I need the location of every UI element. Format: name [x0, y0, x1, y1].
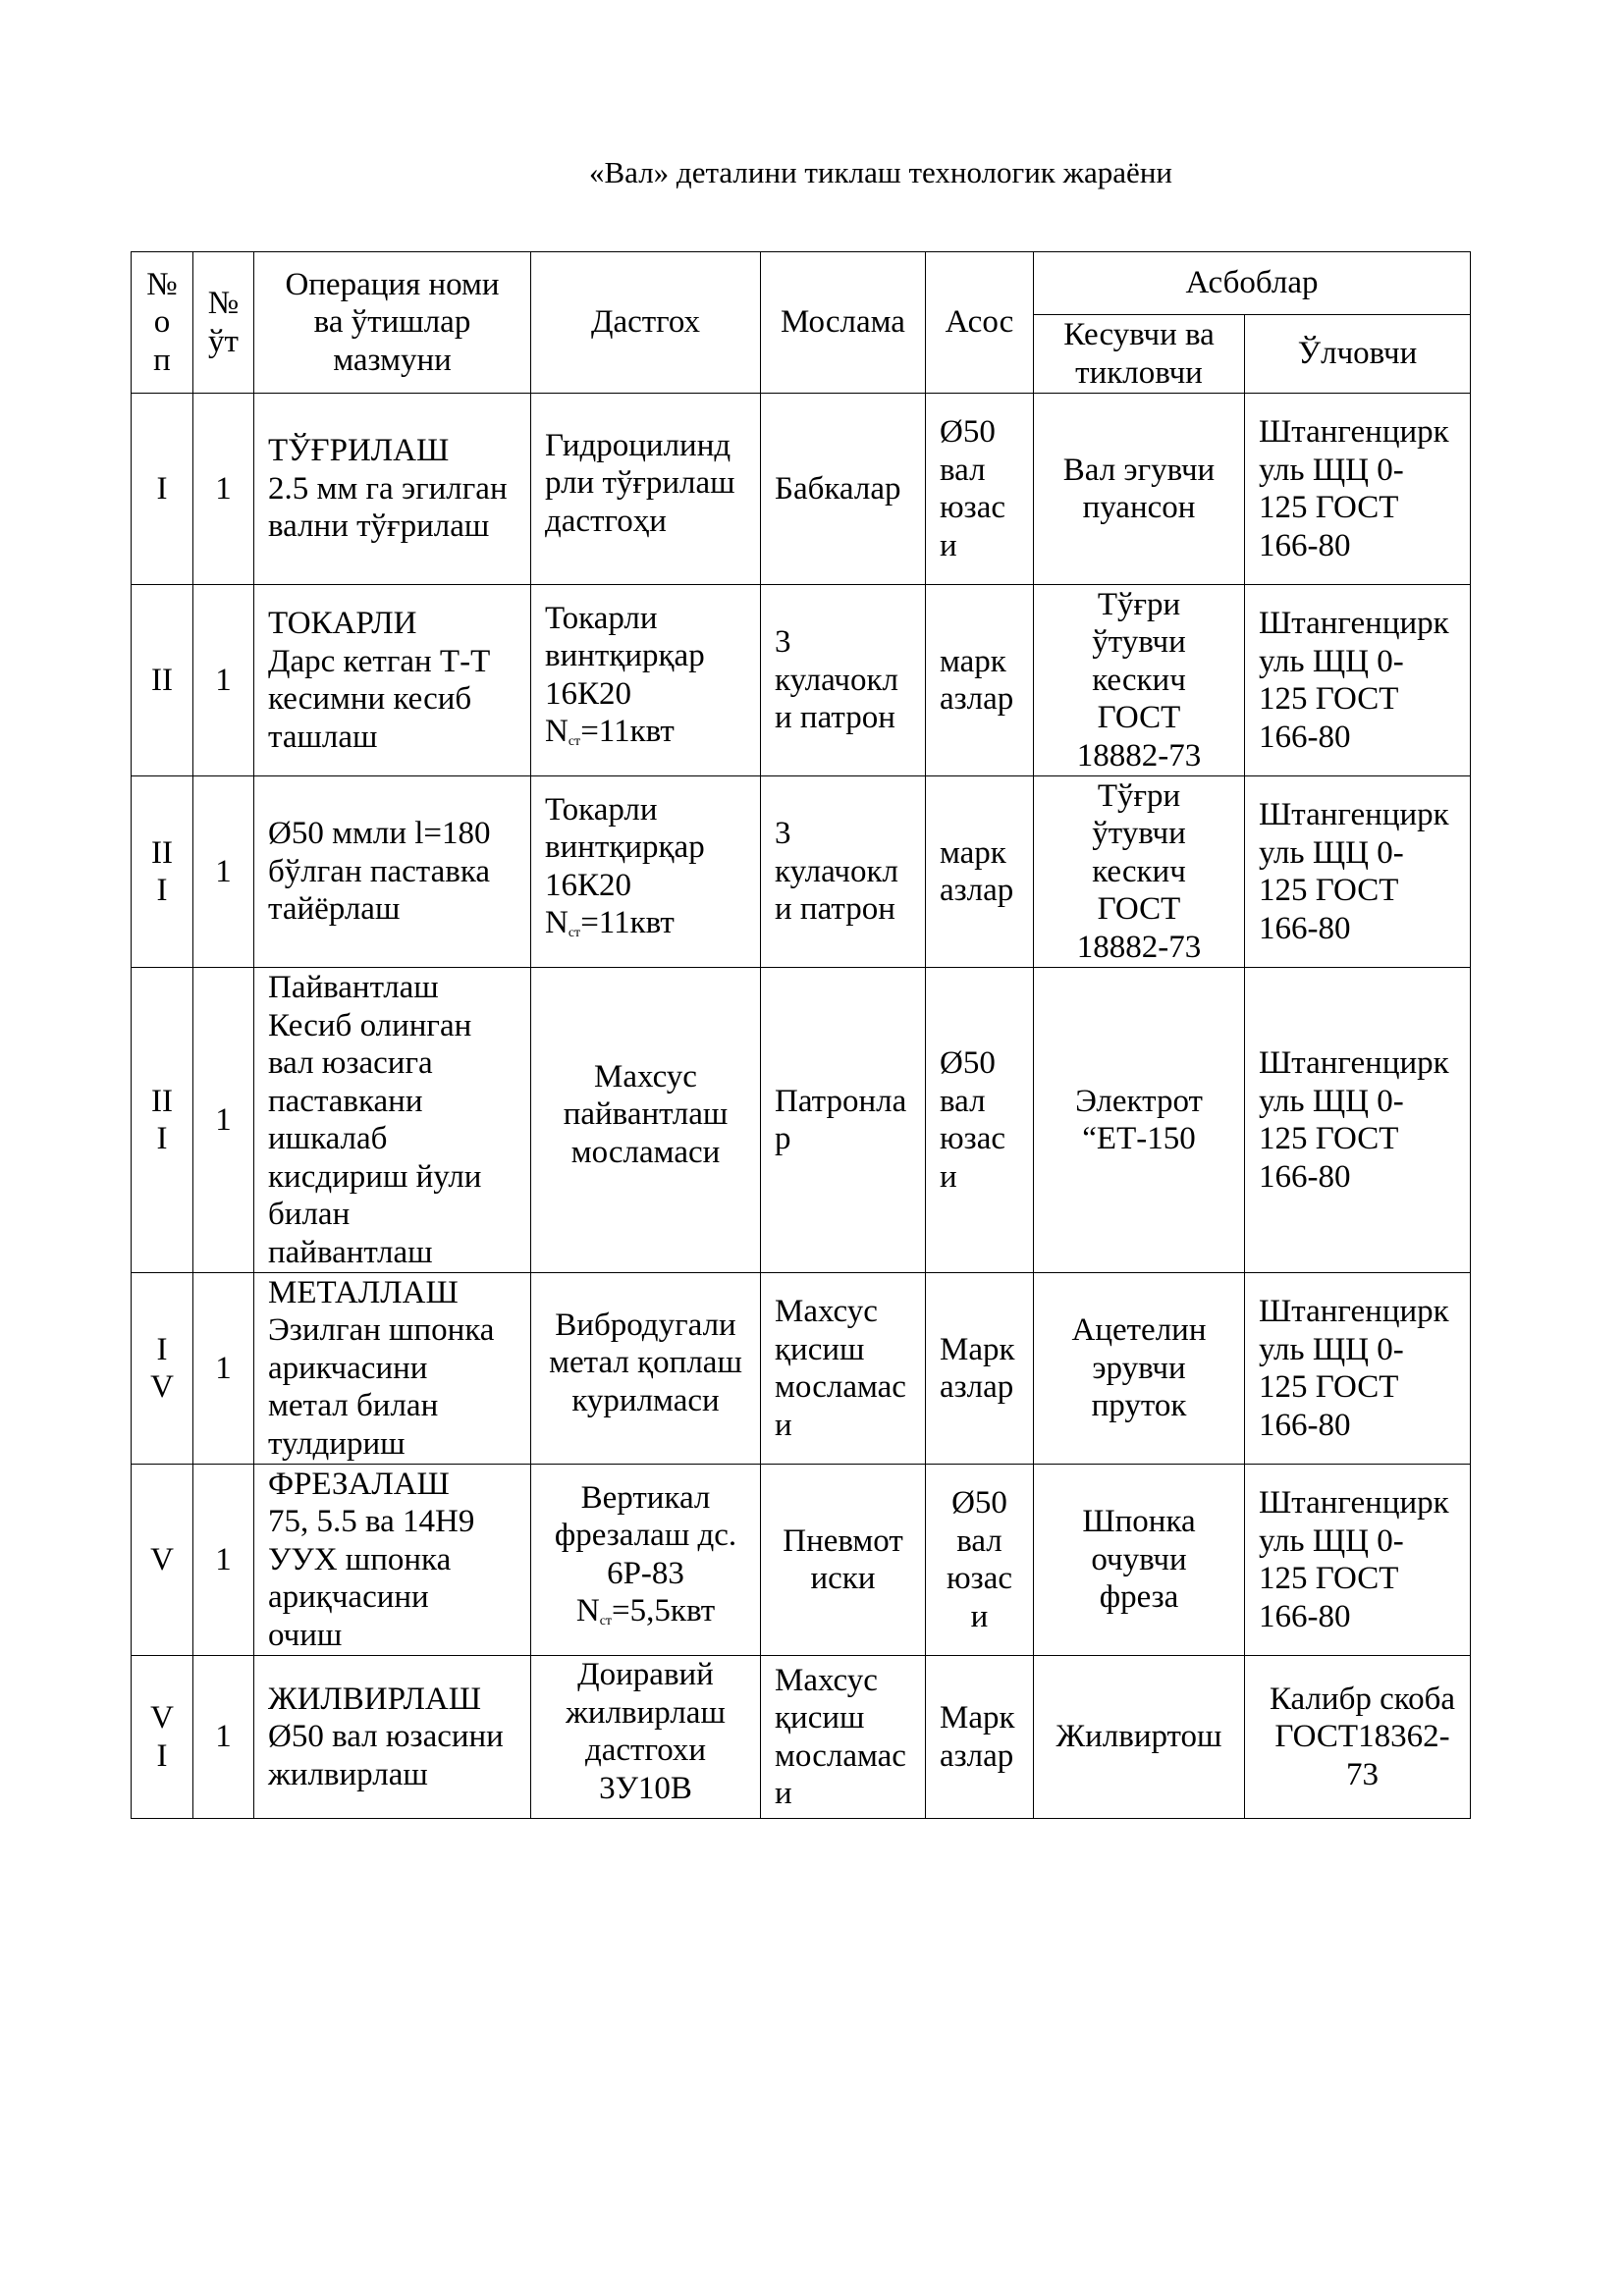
page-title: «Вал» деталини тиклаш технологик жараёни [589, 155, 1172, 189]
header-measuring-tools: Ўлчовчи [1245, 315, 1471, 394]
cell-machine [531, 585, 761, 776]
cell-operation-name: МЕТАЛЛАШ Эзилган шпонка арикчасини метал билан тулдириш [254, 1273, 531, 1465]
cell-op-no: V [132, 1465, 193, 1656]
cell-cutting-tool: Жилвиртош [1034, 1656, 1245, 1819]
table-row [132, 968, 1471, 1273]
cell-machine [531, 394, 761, 585]
cell-op-no: II I [132, 968, 193, 1273]
cell-step-no: 1 [193, 1656, 254, 1819]
cell-machine [531, 1465, 761, 1656]
machine-text: Доиравий жилвирлаш дастгохи 3У10В [566, 1657, 726, 1806]
cell-cutting-tool: Тўғри ўтувчи кескич ГОСТ 18882-73 [1034, 776, 1245, 968]
machine-text: Вертикал фрезалаш дс. 6Р-83 N [554, 1479, 737, 1629]
cell-step-no: 1 [193, 968, 254, 1273]
cell-operation-name: ФРЕЗАЛАШ 75, 5.5 ва 14Н9 УУХ шпонка ариқчасини очиш [254, 1465, 531, 1656]
cell-machine [531, 1656, 761, 1819]
cell-cutting-tool: Тўғри ўтувчи кескич ГОСТ 18882-73 [1034, 585, 1245, 776]
cell-cutting-tool: Шпонка очувчи фреза [1034, 1465, 1245, 1656]
machine-text: Токарли винтқирқар 16К20 N [545, 791, 705, 940]
machine-power: =11квт [580, 905, 675, 940]
cell-op-no: V I [132, 1656, 193, 1819]
cell-step-no: 1 [193, 1273, 254, 1465]
cell-fixture: Бабкалар [761, 394, 926, 585]
cell-measuring-tool: Штангенцирк уль ЩЦ 0- 125 ГОСТ 166-80 [1245, 585, 1471, 776]
machine-subscript: ст [568, 734, 581, 749]
cell-base: Ø50 вал юзас и [926, 1465, 1034, 1656]
cell-cutting-tool: Вал эгувчи пуансон [1034, 394, 1245, 585]
header-machine: Дастгох [531, 252, 761, 394]
cell-machine [531, 1273, 761, 1465]
cell-fixture: Махсус қисиш мосламас и [761, 1656, 926, 1819]
cell-base: Ø50 вал юзас и [926, 968, 1034, 1273]
cell-measuring-tool: Штангенцирк уль ЩЦ 0- 125 ГОСТ 166-80 [1245, 1273, 1471, 1465]
machine-power: =11квт [580, 714, 675, 749]
cell-fixture: Пневмот иски [761, 1465, 926, 1656]
cell-step-no: 1 [193, 585, 254, 776]
cell-step-no: 1 [193, 776, 254, 968]
cell-measuring-tool: Штангенцирк уль ЩЦ 0- 125 ГОСТ 166-80 [1245, 776, 1471, 968]
table-row [132, 1273, 1471, 1465]
cell-measuring-tool: Штангенцирк уль ЩЦ 0- 125 ГОСТ 166-80 [1245, 1465, 1471, 1656]
machine-text: Токарли винтқирқар 16К20 N [545, 600, 705, 749]
cell-base: Марк азлар [926, 1273, 1034, 1465]
cell-operation-name: Пайвантлаш Кесиб олинган вал юзасига паставкани ишкалаб кисдириш йули билан пайвантлаш [254, 968, 531, 1273]
header-step-no: № ўт [193, 252, 254, 394]
cell-fixture: 3 кулачокл и патрон [761, 776, 926, 968]
cell-op-no: I [132, 394, 193, 585]
cell-cutting-tool: Ацетелин эрувчи пруток [1034, 1273, 1245, 1465]
machine-power: =5,5квт [612, 1593, 716, 1629]
header-cutting-tools: Кесувчи ва тикловчи [1034, 315, 1245, 394]
machine-subscript: ст [599, 1614, 613, 1629]
cell-cutting-tool: Электрот “ЕТ-150 [1034, 968, 1245, 1273]
cell-base: Марк азлар [926, 1656, 1034, 1819]
machine-subscript: ст [568, 926, 581, 940]
cell-step-no: 1 [193, 394, 254, 585]
cell-fixture: 3 кулачокл и патрон [761, 585, 926, 776]
cell-base: марк азлар [926, 585, 1034, 776]
cell-base: Ø50 вал юзас и [926, 394, 1034, 585]
cell-fixture: Патронла р [761, 968, 926, 1273]
cell-measuring-tool: Штангенцирк уль ЩЦ 0- 125 ГОСТ 166-80 [1245, 394, 1471, 585]
table-row [132, 394, 1471, 585]
cell-measuring-tool: Штангенцирк уль ЩЦ 0- 125 ГОСТ 166-80 [1245, 968, 1471, 1273]
table-row [132, 1656, 1471, 1819]
cell-op-no: II I [132, 776, 193, 968]
cell-fixture: Махсус қисиш мосламас и [761, 1273, 926, 1465]
machine-text: Махсус пайвантлаш мосламаси [563, 1058, 729, 1170]
cell-step-no: 1 [193, 1465, 254, 1656]
cell-operation-name: ТЎҒРИЛАШ 2.5 мм га эгилган вални тўғрилаш [254, 394, 531, 585]
header-fixture: Мослама [761, 252, 926, 394]
cell-measuring-tool: Калибр скоба ГОСТ18362- 73 [1245, 1656, 1471, 1819]
cell-machine [531, 776, 761, 968]
table-row [132, 776, 1471, 968]
cell-operation-name: ЖИЛВИРЛАШ Ø50 вал юзасини жилвирлаш [254, 1656, 531, 1819]
machine-text: Гидроцилинд рли тўғрилаш дастгоҳи [545, 427, 735, 539]
header-base: Асос [926, 252, 1034, 394]
header-tools: Асбоблар [1034, 252, 1471, 315]
machine-text: Вибродугали метал қоплаш курилмаси [549, 1307, 742, 1418]
table-row [132, 1465, 1471, 1656]
table-row [132, 585, 1471, 776]
cell-op-no: II [132, 585, 193, 776]
cell-op-no: I V [132, 1273, 193, 1465]
header-op-no: № о п [132, 252, 193, 394]
process-table [131, 251, 1471, 1819]
header-operation-name: Операция номи ва ўтишлар мазмуни [254, 252, 531, 394]
cell-base: марк азлар [926, 776, 1034, 968]
cell-operation-name: ТОКАРЛИ Дарс кетган Т-Т кесимни кесиб ташлаш [254, 585, 531, 776]
cell-operation-name: Ø50 ммли l=180 бўлган паставка тайёрлаш [254, 776, 531, 968]
cell-machine [531, 968, 761, 1273]
